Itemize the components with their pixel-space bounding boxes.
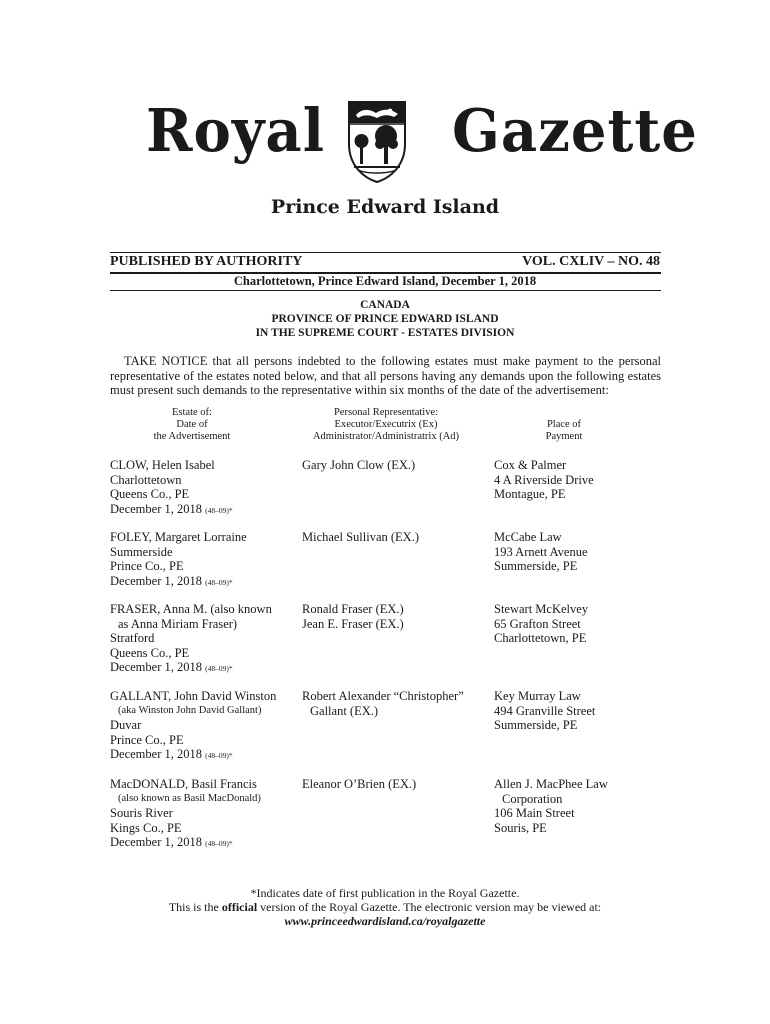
representative-column bbox=[302, 777, 492, 792]
estate-column bbox=[110, 777, 300, 852]
column-header-line: Date of bbox=[176, 419, 208, 430]
estate-line: FRASER, Anna M. (also known bbox=[110, 602, 272, 616]
column-header-place bbox=[496, 419, 632, 443]
place-line: 106 Main Street bbox=[494, 806, 575, 820]
estate-date: December 1, 2018 bbox=[110, 660, 202, 674]
place-line: Souris, PE bbox=[494, 820, 547, 835]
footer-text: version of the Royal Gazette. The electronic version may be viewed at: bbox=[257, 900, 602, 914]
place-line: Allen J. MacPhee Law bbox=[494, 777, 608, 791]
place-column bbox=[494, 777, 670, 835]
estate-line: Queens Co., PE bbox=[110, 487, 190, 501]
column-header-line: Payment bbox=[545, 431, 583, 442]
divider bbox=[110, 290, 661, 291]
representative-line: Gallant (EX.) bbox=[310, 703, 379, 718]
first-publication-code: (48–09)* bbox=[205, 577, 233, 587]
representative-column bbox=[302, 530, 492, 545]
estate-date: December 1, 2018 bbox=[110, 835, 202, 849]
place-line: Corporation bbox=[502, 791, 563, 806]
estate-column bbox=[110, 689, 300, 764]
representative-line: Eleanor O’Brien (EX.) bbox=[302, 777, 417, 791]
column-header-estate bbox=[110, 407, 274, 443]
estate-column bbox=[110, 602, 300, 677]
place-line: Montague, PE bbox=[494, 487, 566, 501]
place-line: 4 A Riverside Drive bbox=[494, 472, 594, 487]
first-publication-code: (48–09)* bbox=[205, 839, 233, 848]
column-header-line: Executor/Executrix (Ex) bbox=[334, 419, 438, 430]
estate-line: (aka Winston John David Gallant) bbox=[118, 704, 262, 716]
place-line: Key Murray Law bbox=[494, 689, 581, 703]
publication-authority: PUBLISHED BY AUTHORITY bbox=[110, 254, 303, 269]
estate-date: December 1, 2018 bbox=[110, 747, 202, 761]
estate-date-line bbox=[110, 574, 300, 591]
masthead bbox=[0, 96, 770, 192]
place-line: Cox & Palmer bbox=[494, 458, 567, 472]
column-header-line: Administrator/Administratrix (Ad) bbox=[312, 431, 460, 442]
estate-line: as Anna Miriam Fraser) bbox=[118, 616, 238, 631]
representative-line: Jean E. Fraser (EX.) bbox=[302, 616, 404, 631]
estate-line: Souris River bbox=[110, 806, 173, 820]
estate-date-line bbox=[110, 502, 300, 519]
estate-date-line bbox=[110, 835, 300, 852]
place-column bbox=[494, 689, 670, 733]
footer-official-line bbox=[0, 900, 770, 914]
estate-column bbox=[110, 458, 300, 518]
notice-heading bbox=[0, 298, 770, 340]
estate-column bbox=[110, 530, 300, 590]
estate-line: Charlottetown bbox=[110, 472, 182, 487]
estate-date: December 1, 2018 bbox=[110, 501, 202, 516]
coat-of-arms-icon bbox=[346, 100, 408, 184]
first-publication-code: (48–09)* bbox=[205, 505, 233, 515]
column-header-line: Estate of: bbox=[172, 407, 212, 418]
representative-column bbox=[302, 689, 492, 718]
place-line: 65 Grafton Street bbox=[494, 616, 581, 631]
divider bbox=[110, 252, 661, 253]
gazette-url-link[interactable]: www.princeedwardisland.ca/royalgazette bbox=[284, 914, 486, 928]
estate-line: CLOW, Helen Isabel bbox=[110, 458, 215, 472]
estate-date: December 1, 2018 bbox=[110, 573, 202, 588]
representative-line: Gary John Clow (EX.) bbox=[302, 458, 416, 472]
estate-line: MacDONALD, Basil Francis bbox=[110, 777, 257, 791]
estate-line: Kings Co., PE bbox=[110, 820, 182, 835]
heading-line: PROVINCE OF PRINCE EDWARD ISLAND bbox=[271, 313, 499, 325]
place-line: McCabe Law bbox=[494, 530, 562, 544]
representative-line: Robert Alexander “Christopher” bbox=[302, 689, 464, 703]
first-publication-code: (48–09)* bbox=[205, 751, 233, 760]
estate-line: Prince Co., PE bbox=[110, 732, 184, 747]
column-header-line: the Advertisement bbox=[153, 431, 231, 442]
publication-volume: VOL. CXLIV – NO. 48 bbox=[522, 254, 660, 269]
place-column bbox=[494, 530, 670, 574]
masthead-title-left: Royal bbox=[146, 96, 325, 166]
estate-date-line bbox=[110, 660, 300, 677]
footer-note: *Indicates date of first publication in the Royal Gazette. bbox=[250, 886, 520, 900]
place-column bbox=[494, 602, 670, 646]
publication-dateline: Charlottetown, Prince Edward Island, December 1, 2018 bbox=[233, 274, 537, 288]
masthead-subtitle: Prince Edward Island bbox=[270, 196, 500, 218]
first-publication-code: (48–09)* bbox=[205, 664, 233, 673]
place-line: 193 Arnett Avenue bbox=[494, 544, 588, 559]
place-line: Summerside, PE bbox=[494, 718, 578, 732]
notice-paragraph: TAKE NOTICE that all persons indebted to the following estates must make payment to the personal representative of the estates noted below, and that all persons having any demands upon the following estates must present such demands to the representative within six months of the date of the advertisement: bbox=[110, 354, 661, 397]
estate-line: Queens Co., PE bbox=[110, 645, 190, 660]
place-line: Charlottetown, PE bbox=[494, 631, 587, 645]
estate-line: Stratford bbox=[110, 631, 155, 645]
estate-date-line bbox=[110, 747, 300, 764]
column-header-line: Personal Representative: bbox=[333, 407, 439, 418]
masthead-title-right: Gazette bbox=[452, 96, 698, 166]
footer bbox=[0, 886, 770, 928]
column-header-representative bbox=[298, 407, 474, 443]
estate-line: GALLANT, John David Winston bbox=[110, 689, 277, 703]
place-line: Stewart McKelvey bbox=[494, 602, 589, 616]
place-column bbox=[494, 458, 670, 502]
heading-line: IN THE SUPREME COURT - ESTATES DIVISION bbox=[255, 327, 515, 339]
representative-column bbox=[302, 602, 492, 631]
representative-line: Ronald Fraser (EX.) bbox=[302, 602, 404, 616]
column-header-line: Place of bbox=[546, 419, 582, 430]
estate-line: Prince Co., PE bbox=[110, 559, 184, 573]
footer-text: This is the bbox=[168, 900, 222, 914]
estate-line: FOLEY, Margaret Lorraine bbox=[110, 530, 247, 544]
estate-line: (also known as Basil MacDonald) bbox=[118, 792, 261, 804]
representative-column bbox=[302, 458, 492, 473]
estate-line: Summerside bbox=[110, 544, 173, 559]
representative-line: Michael Sullivan (EX.) bbox=[302, 530, 419, 544]
footer-official-word: official bbox=[221, 900, 258, 914]
place-line: Summerside, PE bbox=[494, 559, 578, 573]
place-line: 494 Granville Street bbox=[494, 703, 596, 718]
heading-line: CANADA bbox=[360, 299, 410, 311]
estate-line: Duvar bbox=[110, 718, 142, 732]
